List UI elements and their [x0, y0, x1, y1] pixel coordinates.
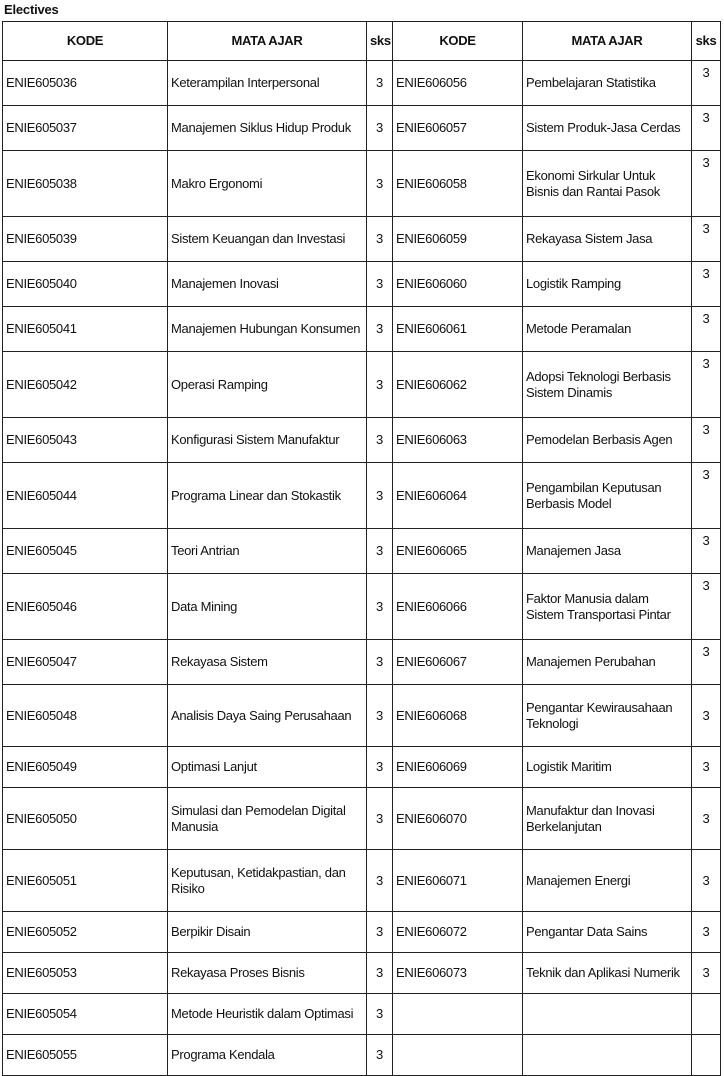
course-sks-right: 3: [692, 217, 721, 262]
course-name-left: Manajemen Inovasi: [168, 262, 367, 307]
course-name-left: Programa Linear dan Stokastik: [168, 463, 367, 529]
course-name-right: Pemodelan Berbasis Agen: [523, 418, 692, 463]
course-name-right: Faktor Manusia dalam Sistem Transportasi Pintar: [523, 574, 692, 640]
course-sks-right: 3: [692, 307, 721, 352]
course-code-right: ENIE606059: [393, 217, 523, 262]
course-sks-right: 3: [692, 574, 721, 640]
course-name-left: Keputusan, Ketidakpastian, dan Risiko: [168, 850, 367, 912]
course-code-left: ENIE605052: [3, 912, 168, 953]
course-code-left: ENIE605046: [3, 574, 168, 640]
course-name-right: Pengantar Kewirausahaan Teknologi: [523, 685, 692, 747]
course-sks-left: 3: [367, 747, 393, 788]
course-sks-left: 3: [367, 1035, 393, 1076]
course-code-left: ENIE605047: [3, 640, 168, 685]
course-name-right: [523, 1035, 692, 1076]
course-sks-left: 3: [367, 217, 393, 262]
course-code-right: ENIE606060: [393, 262, 523, 307]
course-sks-right: 3: [692, 418, 721, 463]
table-row: [3, 574, 721, 640]
course-code-right: ENIE606071: [393, 850, 523, 912]
course-code-right: ENIE606056: [393, 61, 523, 106]
course-code-right: ENIE606063: [393, 418, 523, 463]
course-sks-right: 3: [692, 463, 721, 529]
course-sks-right: 3: [692, 747, 721, 788]
course-code-left: ENIE605050: [3, 788, 168, 850]
course-code-right: ENIE606065: [393, 529, 523, 574]
course-code-left: ENIE605051: [3, 850, 168, 912]
course-name-right: Logistik Ramping: [523, 262, 692, 307]
table-row: [3, 912, 721, 953]
course-sks-left: 3: [367, 61, 393, 106]
course-sks-left: 3: [367, 307, 393, 352]
course-sks-left: 3: [367, 953, 393, 994]
course-code-left: ENIE605048: [3, 685, 168, 747]
header-kode-right: KODE: [393, 22, 523, 61]
course-name-left: Analisis Daya Saing Perusahaan: [168, 685, 367, 747]
course-sks-right: 3: [692, 912, 721, 953]
course-name-right: Teknik dan Aplikasi Numerik: [523, 953, 692, 994]
header-kode-left: KODE: [3, 22, 168, 61]
course-sks-right: 3: [692, 529, 721, 574]
course-name-left: Makro Ergonomi: [168, 151, 367, 217]
course-sks-left: 3: [367, 912, 393, 953]
table-body: [3, 61, 721, 1076]
course-name-right: Pembelajaran Statistika: [523, 61, 692, 106]
course-name-left: Data Mining: [168, 574, 367, 640]
course-name-left: Sistem Keuangan dan Investasi: [168, 217, 367, 262]
course-name-right: Metode Peramalan: [523, 307, 692, 352]
table-row: [3, 640, 721, 685]
electives-table: [2, 21, 721, 1076]
course-sks-left: 3: [367, 529, 393, 574]
table-row: [3, 747, 721, 788]
course-code-left: ENIE605043: [3, 418, 168, 463]
course-code-left: ENIE605055: [3, 1035, 168, 1076]
course-sks-right: 3: [692, 640, 721, 685]
course-sks-right: 3: [692, 61, 721, 106]
course-name-left: Metode Heuristik dalam Optimasi: [168, 994, 367, 1035]
table-header-row: [3, 22, 721, 61]
course-name-left: Berpikir Disain: [168, 912, 367, 953]
course-code-left: ENIE605037: [3, 106, 168, 151]
course-name-right: Manajemen Perubahan: [523, 640, 692, 685]
course-name-right: Manajemen Jasa: [523, 529, 692, 574]
course-name-right: Adopsi Teknologi Berbasis Sistem Dinamis: [523, 352, 692, 418]
course-code-left: ENIE605039: [3, 217, 168, 262]
course-code-left: ENIE605045: [3, 529, 168, 574]
course-sks-right: 3: [692, 685, 721, 747]
table-row: [3, 418, 721, 463]
course-sks-left: 3: [367, 574, 393, 640]
course-name-left: Programa Kendala: [168, 1035, 367, 1076]
table-row: [3, 788, 721, 850]
table-row: [3, 106, 721, 151]
course-sks-right: [692, 1035, 721, 1076]
header-sks-left: sks: [367, 22, 393, 61]
table-row: [3, 953, 721, 994]
course-name-right: Sistem Produk-Jasa Cerdas: [523, 106, 692, 151]
course-sks-right: 3: [692, 850, 721, 912]
course-code-right: ENIE606058: [393, 151, 523, 217]
table-row: [3, 262, 721, 307]
course-code-right: ENIE606070: [393, 788, 523, 850]
table-row: [3, 994, 721, 1035]
course-code-right: [393, 1035, 523, 1076]
header-mata-ajar-left: MATA AJAR: [168, 22, 367, 61]
course-name-left: Manajemen Siklus Hidup Produk: [168, 106, 367, 151]
header-mata-ajar-right: MATA AJAR: [523, 22, 692, 61]
header-sks-right: sks: [692, 22, 721, 61]
course-code-left: ENIE605038: [3, 151, 168, 217]
course-name-left: Manajemen Hubungan Konsumen: [168, 307, 367, 352]
course-sks-left: 3: [367, 685, 393, 747]
course-code-right: ENIE606067: [393, 640, 523, 685]
course-sks-left: 3: [367, 640, 393, 685]
course-sks-left: 3: [367, 352, 393, 418]
course-code-left: ENIE605053: [3, 953, 168, 994]
course-sks-right: 3: [692, 262, 721, 307]
course-name-right: Ekonomi Sirkular Untuk Bisnis dan Rantai Pasok: [523, 151, 692, 217]
course-name-right: Pengambilan Keputusan Berbasis Model: [523, 463, 692, 529]
course-name-right: Manufaktur dan Inovasi Berkelanjutan: [523, 788, 692, 850]
course-code-left: ENIE605049: [3, 747, 168, 788]
course-sks-left: 3: [367, 262, 393, 307]
course-sks-left: 3: [367, 106, 393, 151]
course-code-right: ENIE606072: [393, 912, 523, 953]
section-title: Electives: [4, 2, 59, 17]
course-sks-left: 3: [367, 151, 393, 217]
course-sks-left: 3: [367, 463, 393, 529]
course-code-left: ENIE605042: [3, 352, 168, 418]
course-sks-right: 3: [692, 953, 721, 994]
course-name-left: Teori Antrian: [168, 529, 367, 574]
course-name-right: Pengantar Data Sains: [523, 912, 692, 953]
course-code-left: ENIE605044: [3, 463, 168, 529]
table-row: [3, 685, 721, 747]
course-name-left: Keterampilan Interpersonal: [168, 61, 367, 106]
course-code-left: ENIE605036: [3, 61, 168, 106]
course-name-left: Rekayasa Sistem: [168, 640, 367, 685]
course-code-right: ENIE606064: [393, 463, 523, 529]
table-row: [3, 217, 721, 262]
course-code-left: ENIE605054: [3, 994, 168, 1035]
course-sks-left: 3: [367, 418, 393, 463]
table-row: [3, 61, 721, 106]
course-sks-left: 3: [367, 850, 393, 912]
course-name-right: Rekayasa Sistem Jasa: [523, 217, 692, 262]
course-name-right: [523, 994, 692, 1035]
course-name-right: Logistik Maritim: [523, 747, 692, 788]
course-code-right: ENIE606068: [393, 685, 523, 747]
course-code-right: ENIE606069: [393, 747, 523, 788]
course-code-right: ENIE606057: [393, 106, 523, 151]
table-row: [3, 307, 721, 352]
course-sks-left: 3: [367, 788, 393, 850]
course-code-right: [393, 994, 523, 1035]
table-row: [3, 463, 721, 529]
course-sks-right: 3: [692, 106, 721, 151]
table-row: [3, 352, 721, 418]
table-row: [3, 1035, 721, 1076]
course-code-left: ENIE605041: [3, 307, 168, 352]
table-row: [3, 151, 721, 217]
table-row: [3, 529, 721, 574]
course-code-right: ENIE606062: [393, 352, 523, 418]
course-sks-right: 3: [692, 788, 721, 850]
course-sks-right: 3: [692, 151, 721, 217]
course-sks-right: 3: [692, 352, 721, 418]
table-row: [3, 850, 721, 912]
course-code-right: ENIE606073: [393, 953, 523, 994]
course-name-left: Simulasi dan Pemodelan Digital Manusia: [168, 788, 367, 850]
course-code-left: ENIE605040: [3, 262, 168, 307]
course-sks-left: 3: [367, 994, 393, 1035]
course-name-left: Optimasi Lanjut: [168, 747, 367, 788]
course-name-left: Rekayasa Proses Bisnis: [168, 953, 367, 994]
course-name-left: Operasi Ramping: [168, 352, 367, 418]
course-code-right: ENIE606066: [393, 574, 523, 640]
course-code-right: ENIE606061: [393, 307, 523, 352]
course-name-left: Konfigurasi Sistem Manufaktur: [168, 418, 367, 463]
course-name-right: Manajemen Energi: [523, 850, 692, 912]
course-sks-right: [692, 994, 721, 1035]
